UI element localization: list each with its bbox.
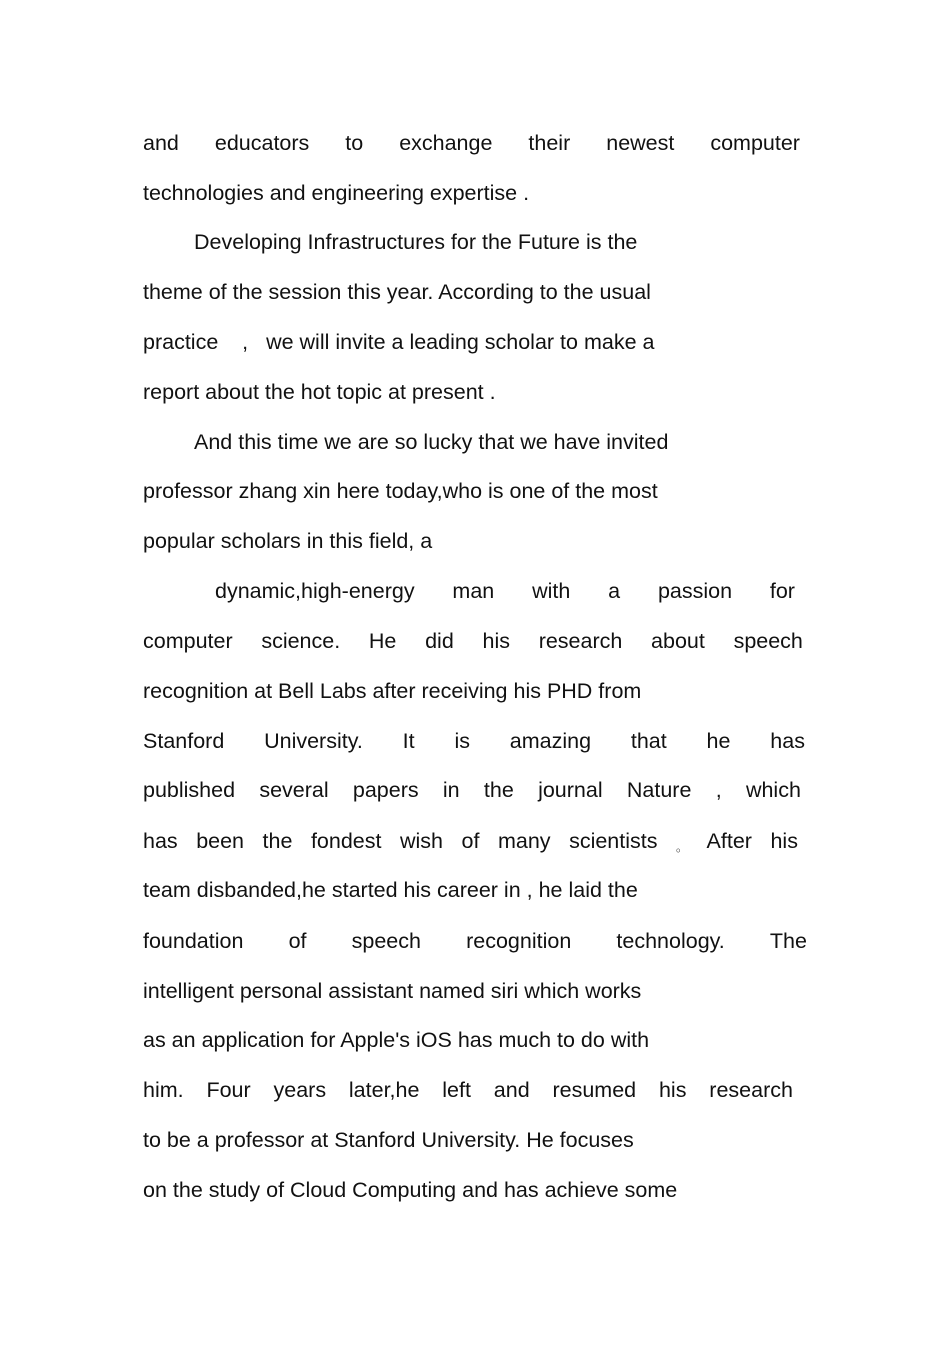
word: with — [532, 579, 571, 603]
text-line — [143, 1077, 793, 1103]
word: the — [483, 778, 514, 802]
word: newest — [606, 131, 675, 155]
text-line: intelligent personal assistant named siri which works — [143, 979, 642, 1003]
word: passion — [657, 579, 733, 603]
word: him. — [143, 1078, 184, 1102]
text-line — [143, 628, 803, 654]
word: After — [706, 829, 752, 853]
word: published — [143, 778, 236, 802]
word: has — [770, 729, 805, 753]
text-line: practice , we will invite a leading scholar to make a — [143, 330, 655, 354]
text-line: technologies and engineering expertise . — [143, 181, 530, 205]
word: did — [425, 629, 454, 653]
word: he — [706, 729, 731, 753]
word: Stanford — [143, 729, 225, 753]
word: about — [651, 629, 705, 653]
word: which — [745, 778, 801, 802]
word: and — [143, 131, 179, 155]
text-line: professor zhang xin here today,who is one of the most — [143, 479, 658, 503]
text-line: on the study of Cloud Computing and has achieve some — [143, 1178, 678, 1202]
word: technology. — [616, 929, 725, 953]
word: later,he — [348, 1078, 420, 1102]
word: research — [538, 629, 623, 653]
text-line: team disbanded,he started his career in , he laid the — [143, 878, 638, 902]
text-line: as an application for Apple's iOS has much to do with — [143, 1028, 650, 1052]
word: recognition — [466, 929, 572, 953]
word: resumed — [552, 1078, 637, 1102]
word: to — [345, 131, 364, 155]
word: , — [715, 778, 722, 802]
word: He — [368, 629, 397, 653]
word: exchange — [399, 131, 493, 155]
word: amazing — [509, 729, 592, 753]
word: several — [259, 778, 329, 802]
word: University. — [264, 729, 363, 753]
word: research — [709, 1078, 793, 1102]
word: a — [608, 579, 621, 603]
word: science. — [261, 629, 341, 653]
text-line — [143, 130, 800, 156]
word: Four — [206, 1078, 251, 1102]
word: left — [442, 1078, 471, 1102]
word: his — [658, 1078, 687, 1102]
text-line — [143, 828, 798, 854]
word: speech — [733, 629, 803, 653]
word: fondest — [310, 829, 382, 853]
word: of — [288, 929, 307, 953]
word: years — [273, 1078, 327, 1102]
text-line: And this time we are so lucky that we have invited — [194, 430, 669, 454]
word: wish — [400, 829, 444, 853]
word: Nature — [626, 778, 692, 802]
text-line: theme of the session this year. According to the usual — [143, 280, 651, 304]
word: many — [497, 829, 551, 853]
text-line — [143, 777, 801, 803]
text-line — [143, 728, 805, 754]
word: in — [442, 778, 460, 802]
text-line: report about the hot topic at present . — [143, 380, 496, 404]
text-line — [143, 928, 807, 954]
word: scientists — [569, 829, 658, 853]
word: the — [262, 829, 293, 853]
word: is — [454, 729, 470, 753]
word: that — [630, 729, 667, 753]
word: been — [196, 829, 245, 853]
text-line: popular scholars in this field, a — [143, 529, 433, 553]
word: The — [769, 929, 807, 953]
word: journal — [538, 778, 603, 802]
word: of — [461, 829, 480, 853]
text-line — [215, 578, 795, 604]
word: papers — [352, 778, 419, 802]
word: for — [769, 579, 795, 603]
word: educators — [214, 131, 310, 155]
text-line: recognition at Bell Labs after receiving his PHD from — [143, 679, 642, 703]
word: computer — [710, 131, 800, 155]
word: his — [770, 829, 798, 853]
text-line: to be a professor at Stanford University. He focuses — [143, 1128, 634, 1152]
word: computer — [143, 629, 233, 653]
word: man — [452, 579, 495, 603]
word: his — [482, 629, 510, 653]
word: their — [528, 131, 571, 155]
word: speech — [351, 929, 421, 953]
word: It — [402, 729, 415, 753]
word: and — [493, 1078, 530, 1102]
word: has — [143, 829, 178, 853]
period-mark: 。 — [676, 840, 689, 854]
word: dynamic,high-energy — [215, 579, 415, 603]
text-line: Developing Infrastructures for the Future is the — [194, 230, 638, 254]
word: foundation — [143, 929, 244, 953]
